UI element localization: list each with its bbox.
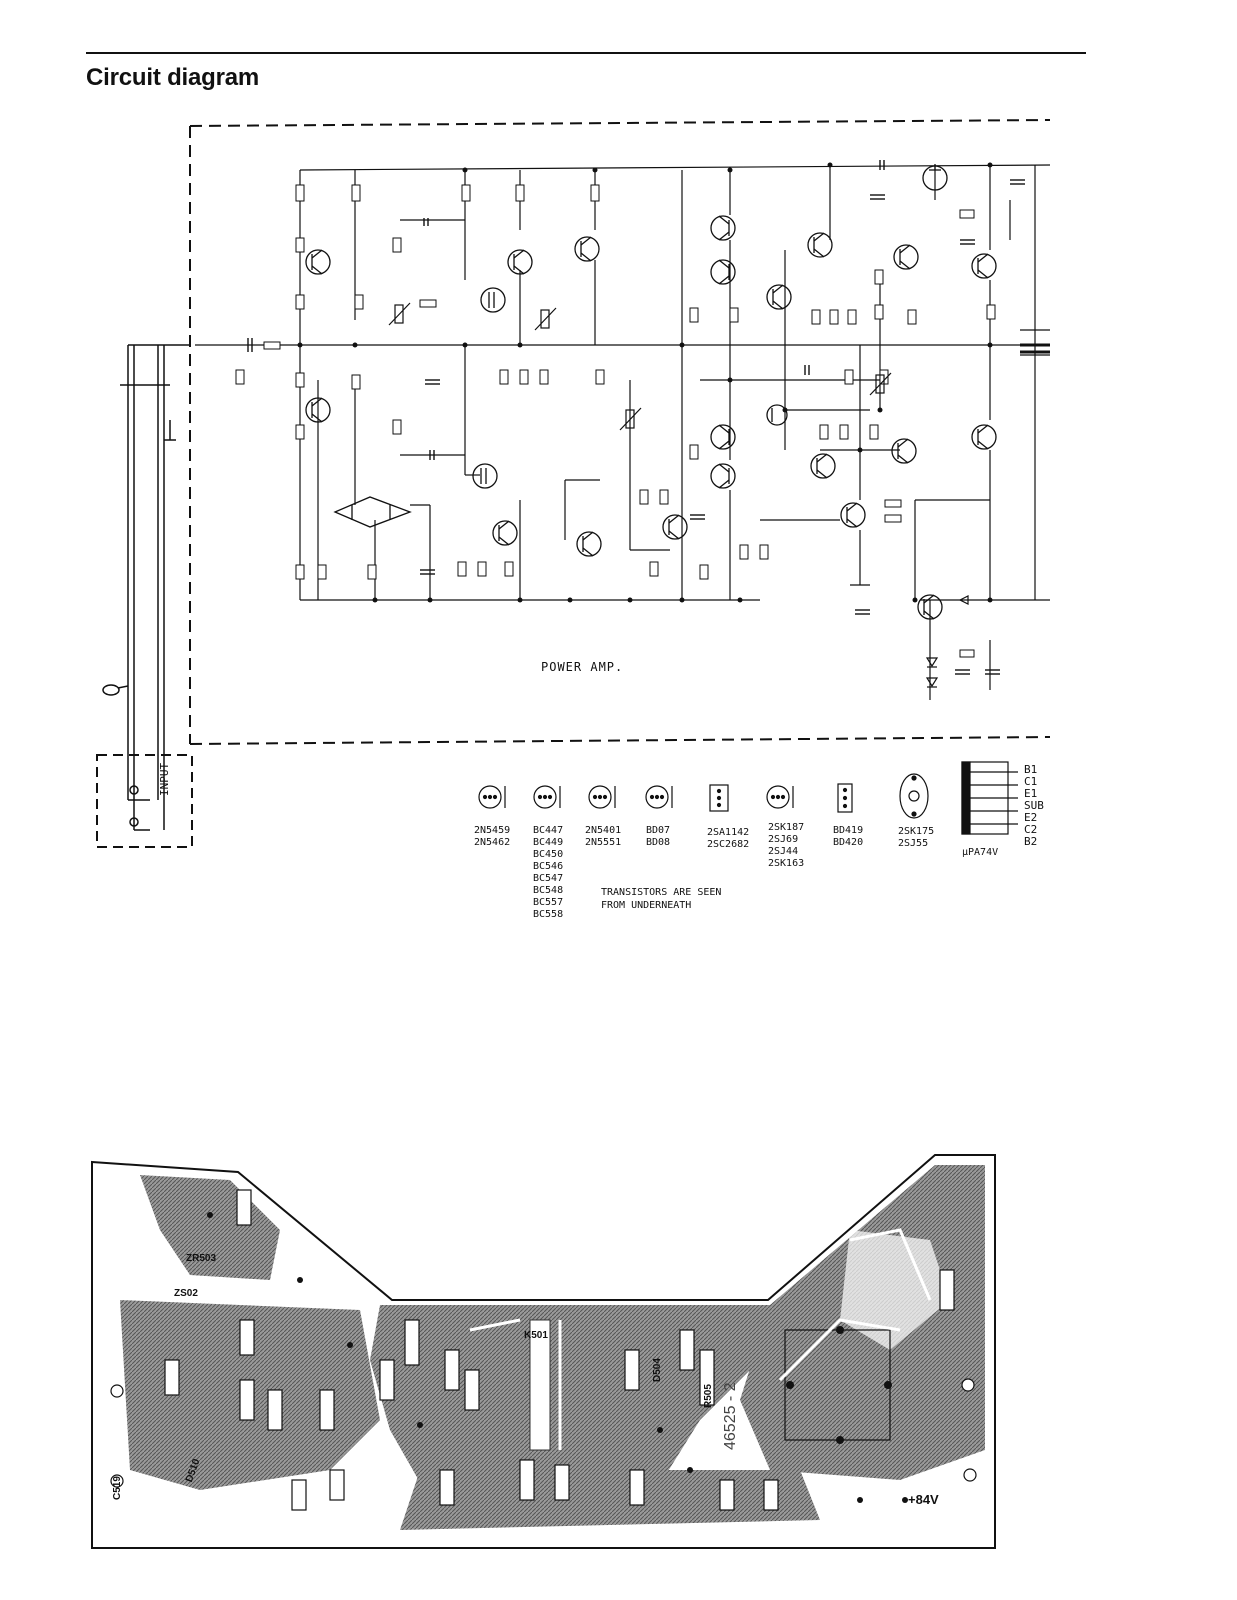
schematic-wiring (195, 165, 1050, 700)
input-wiring (103, 345, 190, 830)
pcb-label: K501 (524, 1330, 548, 1341)
transistor-q111 (711, 260, 735, 284)
page-title: Circuit diagram (86, 64, 260, 91)
upa-pin-labels (1024, 763, 1044, 848)
transistor-q110 (711, 216, 735, 240)
power-amp-label: POWER AMP. (541, 660, 624, 674)
dual-fet-q125 (335, 497, 410, 527)
transistor-q119 (892, 439, 916, 463)
pcb-label: D504 (652, 1358, 663, 1382)
pcb-label: D510 (184, 1457, 203, 1484)
pcb-label: R505 (703, 1384, 714, 1408)
transistor-q118 (894, 245, 918, 269)
transistor-q112 (711, 425, 735, 449)
package-to92-a (479, 786, 505, 808)
package-upa74v (962, 762, 1018, 834)
pcb-label: ZR503 (186, 1253, 217, 1264)
pcb-label: C519 (112, 1476, 123, 1500)
package-types: 2N5401 2N5551 (585, 825, 622, 848)
upa-pin-label: B1 (1024, 763, 1038, 776)
transistor-q120 (841, 503, 865, 527)
transistor-q114 (767, 285, 791, 309)
input-label: INPUT (158, 762, 171, 796)
transistor-q109 (663, 515, 687, 539)
transistor-q117 (811, 454, 835, 478)
input-box (97, 755, 192, 847)
capacitor-symbols (248, 160, 1025, 674)
fet-q105 (481, 288, 505, 312)
transistor-q122 (972, 254, 996, 278)
underneath-note: TRANSISTORS ARE SEEN FROM UNDERNEATH (601, 887, 722, 911)
upa-pin-label: SUB (1024, 799, 1044, 812)
upa-pin-label: B2 (1024, 835, 1038, 848)
transistor-q108 (577, 532, 601, 556)
power-amp-boundary (190, 120, 1050, 744)
transistor-q103 (508, 250, 532, 274)
upa-pin-label: E2 (1024, 811, 1038, 824)
transistor-q116 (808, 233, 832, 257)
package-types: BD419 BD420 (833, 825, 864, 848)
transistor-q104 (575, 237, 599, 261)
package-to126 (646, 786, 672, 808)
pcb-label: +84V (908, 1492, 939, 1507)
transistor-symbols (306, 164, 996, 619)
package-types: 2N5459 2N5462 (474, 825, 511, 848)
package-types: 2SK175 2SJ55 (898, 826, 935, 849)
transistor-q113 (711, 464, 735, 488)
pcb-board (92, 1155, 995, 1548)
package-types: 2SK187 2SJ69 2SJ44 2SK163 (768, 822, 805, 869)
upa-pin-label: C2 (1024, 823, 1038, 836)
package-types: BC447 BC449 BC450 BC546 BC547 BC548 BC557 BC558 (533, 825, 564, 920)
package-to92-b (534, 786, 560, 808)
transistor-q101 (306, 250, 330, 274)
package-bd419 (838, 784, 852, 812)
pcb-label: 46525 - 2 (722, 1382, 739, 1450)
package-types: 2SA1142 2SC2682 (707, 827, 750, 850)
package-outlines (479, 762, 1018, 834)
pots-and-diodes (389, 303, 968, 687)
fet-q106 (473, 464, 497, 488)
upa-pin-label: C1 (1024, 775, 1038, 788)
transistor-q107 (493, 521, 517, 545)
package-square (710, 785, 728, 811)
package-to3 (900, 774, 928, 818)
resistor-symbols (236, 185, 995, 657)
upa-pin-label: E1 (1024, 787, 1038, 800)
package-types: BD07 BD08 (646, 825, 671, 848)
package-types: µPA74V (962, 847, 999, 858)
package-to92-c (589, 786, 615, 808)
pcb-label: ZS02 (174, 1288, 198, 1299)
transistor-q123 (972, 425, 996, 449)
package-to92-d (767, 786, 793, 808)
